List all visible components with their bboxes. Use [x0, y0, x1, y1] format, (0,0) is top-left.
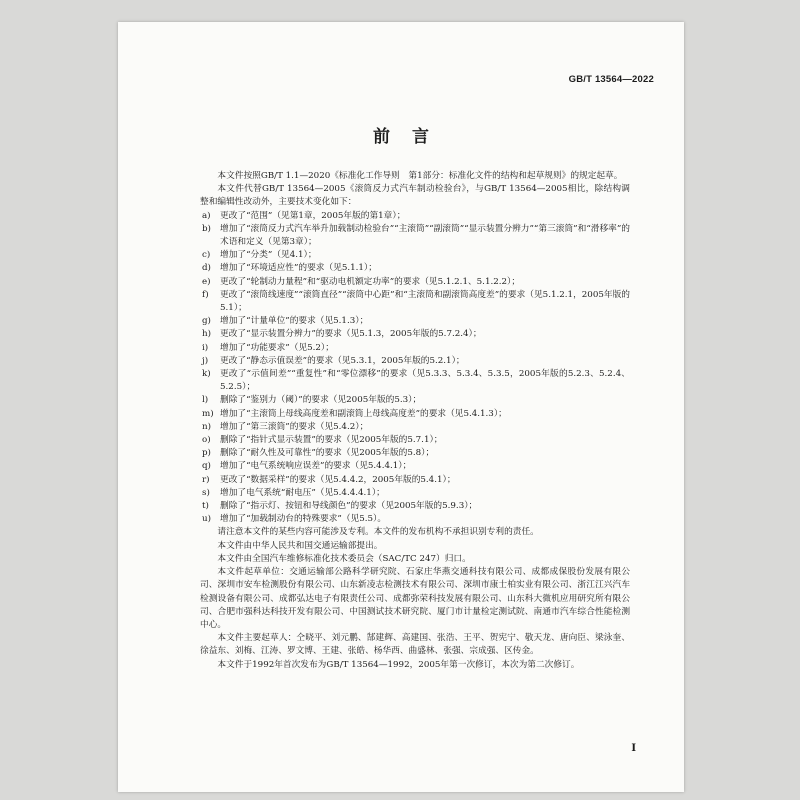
list-item-marker: n): [202, 421, 211, 432]
list-item: [200, 289, 630, 315]
page-title: 前言: [373, 127, 451, 147]
list-item: [200, 262, 630, 275]
list-item-marker: l): [202, 395, 209, 406]
list-item: [200, 315, 630, 328]
intro-paragraph: 本文件按照GB/T 1.1—2020《标准化工作导则 第1部分：标准化文件的结构和起草规则》的规定起草。: [217, 171, 623, 181]
list-item: [200, 328, 630, 341]
list-item: [200, 249, 630, 262]
list-item-text: 更改了“轮制动力量程”和“驱动电机额定功率”的要求（见5.1.2.1、5.1.2.2）；: [220, 276, 521, 287]
list-item: [200, 276, 630, 289]
closing-paragraph: 本文件由全国汽车维修标准化技术委员会（SAC/TC 247）归口。: [217, 553, 471, 564]
changes-list: [200, 210, 630, 527]
list-item: [200, 487, 630, 500]
drafters-paragraph: 本文件主要起草人：仝晓平、刘元鹏、郜建辉、高建国、张浩、王平、贺宪宁、敬天龙、唐向臣、梁泳奎、徐益东、刘梅、江涛、罗文博、王建、张皓、杨华西、曲盛林、张强、宗成强、区传金。: [200, 633, 630, 657]
list-item: [200, 210, 630, 223]
list-item: [200, 355, 630, 368]
list-item-text: 增加了“分类”（见4.1）；: [220, 250, 317, 261]
list-item-text: 更改了“滚筒线速度”“滚筒直径”“滚筒中心距”和“主滚筒和副滚筒高度差”的要求（见5.1.2.1，2005年版的5.1）；: [220, 289, 630, 314]
list-item: [200, 223, 630, 249]
list-item: [200, 500, 630, 513]
list-item: [200, 434, 630, 447]
list-item-marker: b): [202, 223, 211, 234]
list-item-text: 增加了“环境适应性”的要求（见5.1.1）；: [220, 263, 377, 274]
list-item-text: 更改了“示值间差”“重复性”和“零位漂移”的要求（见5.3.3、5.3.4、5.3.5，2005年版的5.2.3、5.2.4、5.2.5）；: [220, 369, 630, 393]
document-body: [200, 170, 630, 672]
list-item: [200, 394, 630, 407]
list-item-text: 增加了“功能要求”（见5.2）；: [220, 342, 334, 353]
standard-code: GB/T 13564—2022: [568, 74, 654, 85]
list-item: [200, 421, 630, 434]
list-item-marker: e): [202, 276, 211, 287]
list-item-marker: p): [202, 448, 211, 459]
list-item-text: 删除了“鉴别力（阈）”的要求（见2005年版的5.3）；: [220, 395, 422, 406]
list-item: [200, 408, 630, 421]
list-item-text: 增加了“计量单位”的要求（见5.1.3）；: [220, 316, 369, 327]
list-item-text: 增加了“滚筒反力式汽车举升加载制动检验台”“主滚筒”“副滚筒”“显示装置分辨力”“第三滚筒”和“滑移率”的术语和定义（见第3章）；: [220, 223, 630, 248]
list-item-marker: s): [202, 487, 210, 498]
list-item-text: 增加了电气系统“耐电压”（见5.4.4.4.1）；: [220, 487, 385, 498]
list-item-marker: r): [202, 474, 210, 485]
list-item: [200, 447, 630, 460]
list-item-text: 删除了“耐久性及可靠性”的要求（见2005年版的5.8）；: [220, 448, 435, 459]
drafting-units-paragraph: 本文件起草单位：交通运输部公路科学研究院、石家庄华燕交通科技有限公司、成都成保股份发展有限公司、深圳市安车检测股份有限公司、山东新凌志检测技术有限公司、深圳市康士柏实业有限公司、浙江江兴汽车检测设备有限公司、成都弘达电子有限责任公司、成都弥荣科技发展有限公司、山东科大微机应用研究所有限公司、合肥市强科达科技开发有限公司、中国测试技术研究院、厦门市计量检定测试院、南通市汽车综合性能检测中心。: [200, 567, 630, 630]
intro-paragraph: 本文件代替GB/T 13564—2005《滚筒反力式汽车制动检验台》，与GB/T 13564—2005相比，除结构调整和编辑性改动外，主要技术变化如下：: [200, 184, 630, 208]
list-item-text: 增加了“主滚筒上母线高度差和副滚筒上母线高度差”的要求（见5.4.1.3）；: [220, 408, 507, 419]
list-item-marker: f): [202, 289, 209, 300]
list-item-marker: m): [202, 408, 214, 419]
list-item-marker: h): [202, 329, 211, 340]
list-item-marker: t): [202, 501, 209, 512]
list-item-marker: i): [202, 342, 209, 353]
page-number: I: [631, 743, 636, 754]
list-item-text: 更改了“显示装置分辨力”的要求（见5.1.3，2005年版的5.7.2.4）；: [220, 329, 482, 340]
list-item-marker: a): [202, 210, 211, 221]
list-item-marker: q): [202, 461, 211, 472]
list-item-text: 增加了“第三滚筒”的要求（见5.4.2）；: [220, 421, 369, 432]
list-item: [200, 342, 630, 355]
list-item: [200, 513, 630, 526]
list-item-text: 更改了“数据采样”的要求（见5.4.4.2，2005年版的5.4.1）；: [220, 474, 456, 485]
closing-paragraph: 请注意本文件的某些内容可能涉及专利。本文件的发布机构不承担识别专利的责任。: [217, 527, 539, 538]
list-item-marker: j): [202, 355, 209, 366]
list-item-marker: c): [202, 250, 211, 261]
closing-paragraph: 本文件由中华人民共和国交通运输部提出。: [217, 540, 383, 551]
list-item-marker: d): [202, 263, 211, 274]
list-item-text: 删除了“指针式显示装置”的要求（见2005年版的5.7.1）；: [220, 435, 443, 446]
list-item-marker: u): [202, 514, 211, 525]
list-item-marker: k): [202, 369, 211, 380]
list-item: [200, 474, 630, 487]
list-item-marker: o): [202, 435, 211, 446]
revision-history-paragraph: 本文件于1992年首次发布为GB/T 13564—1992，2005年第一次修订，本次为第二次修订。: [217, 659, 580, 670]
list-item-text: 增加了“电气系统响应误差”的要求（见5.4.4.1）；: [220, 461, 412, 472]
list-item: [200, 460, 630, 473]
list-item-text: 更改了“静态示值误差”的要求（见5.3.1，2005年版的5.2.1）；: [220, 355, 465, 366]
list-item-text: 删除了“指示灯、按钮和导线颜色”的要求（见2005年版的5.9.3）；: [220, 501, 478, 512]
list-item-text: 增加了“加载制动台的特殊要求”（见5.5）。: [220, 514, 387, 525]
document-page: [118, 22, 684, 792]
list-item: [200, 368, 630, 394]
list-item-text: 更改了“范围”（见第1章，2005年版的第1章）；: [220, 210, 406, 221]
list-item-marker: g): [202, 316, 211, 327]
